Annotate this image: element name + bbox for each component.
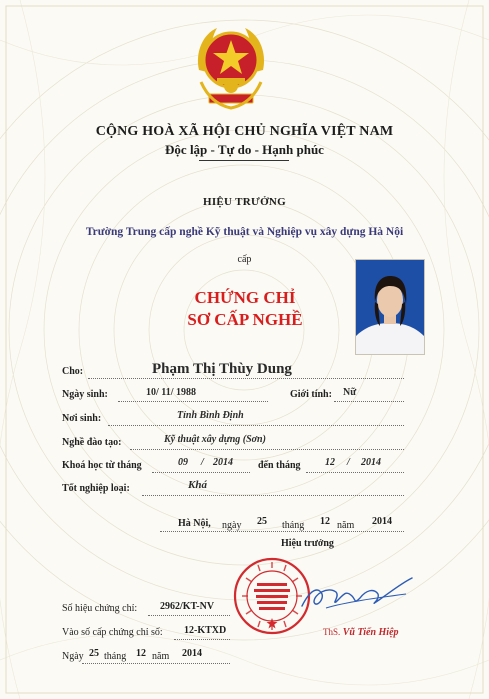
signer-degree: ThS. [323, 627, 341, 637]
trade-label: Nghề đào tạo: [62, 437, 122, 448]
registry-day-label: Ngày [62, 651, 84, 662]
issue-month: 12 [320, 516, 330, 527]
trade-dotted-line [130, 449, 404, 450]
course-to-dotted-line [306, 472, 404, 473]
issuer-title: HIỆU TRƯỞNG [202, 196, 287, 208]
register-book-dotted-line [174, 639, 230, 640]
course-from-slash: / [201, 457, 204, 468]
issue-day-label: ngày [222, 520, 242, 531]
issue-year: 2014 [372, 516, 392, 527]
dob-value: 10/ 11/ 1988 [146, 387, 197, 398]
cert-number-dotted-line [148, 615, 230, 616]
course-label: Khoá học từ tháng [62, 460, 142, 471]
name-label: Cho: [62, 366, 84, 377]
dob-dotted-line [118, 401, 268, 402]
national-motto: Độc lập - Tự do - Hạnh phúc [165, 142, 324, 157]
issue-year-label: năm [337, 520, 355, 531]
course-to-year: 2014 [361, 457, 381, 468]
national-emblem-icon [191, 22, 271, 114]
course-to-month: 12 [325, 457, 335, 468]
course-to-label: đến tháng [258, 460, 301, 471]
nation-title: CỘNG HOÀ XÃ HỘI CHỦ NGHĨA VIỆT NAM [95, 124, 394, 139]
signer-name-line [323, 627, 399, 638]
registry-day: 25 [89, 648, 99, 659]
gender-value: Nữ [343, 387, 357, 398]
register-book-label: Vào số cấp chứng chỉ số: [62, 627, 163, 638]
registry-date-dotted-line [82, 663, 230, 664]
grade-dotted-line [142, 495, 404, 496]
handwritten-signature [296, 572, 414, 616]
register-book-value: 12-KTXD [184, 625, 227, 636]
signer-name: Vũ Tiến Hiệp [342, 627, 399, 638]
registry-month: 12 [136, 648, 146, 659]
issue-dotted-line [160, 531, 404, 532]
grade-value: Khá [188, 479, 207, 491]
course-from-year: 2014 [213, 457, 233, 468]
certificate-title: CHỨNG CHỈ [194, 288, 296, 307]
birthplace-dotted-line [108, 425, 404, 426]
portrait-image [356, 260, 424, 354]
registry-year: 2014 [182, 648, 202, 659]
trade-value: Kỹ thuật xây dựng (Sơn) [164, 434, 266, 445]
issue-month-label: tháng [282, 520, 305, 531]
registry-month-label: tháng [104, 651, 127, 662]
gender-dotted-line [334, 401, 404, 402]
issue-place: Hà Nội, [178, 518, 211, 529]
dob-label: Ngày sinh: [62, 389, 108, 400]
issue-day: 25 [257, 516, 267, 527]
grade-label: Tốt nghiệp loại: [62, 483, 130, 494]
gender-label: Giới tính: [290, 389, 332, 400]
course-from-month: 09 [178, 457, 188, 468]
course-from-dotted-line [152, 472, 250, 473]
signer-title: Hiệu trưởng [281, 538, 334, 549]
name-dotted-line [88, 378, 404, 379]
certificate-subtitle: SƠ CẤP NGHỀ [187, 310, 303, 329]
cert-number-value: 2962/KT-NV [160, 601, 215, 612]
school-name: Trường Trung cấp nghề Kỹ thuật và Nghiệp vụ xây dựng Hà Nội [85, 226, 404, 238]
grants-word: cấp [237, 254, 252, 265]
registry-year-label: năm [152, 651, 170, 662]
portrait-photo [355, 259, 425, 355]
holder-name: Phạm Thị Thùy Dung [152, 361, 292, 377]
birthplace-label: Nơi sinh: [62, 413, 102, 424]
birthplace-value: Tỉnh Bình Định [177, 410, 244, 421]
course-to-slash: / [347, 457, 350, 468]
motto-underline [199, 160, 289, 161]
cert-number-label: Số hiệu chứng chỉ: [62, 603, 138, 614]
